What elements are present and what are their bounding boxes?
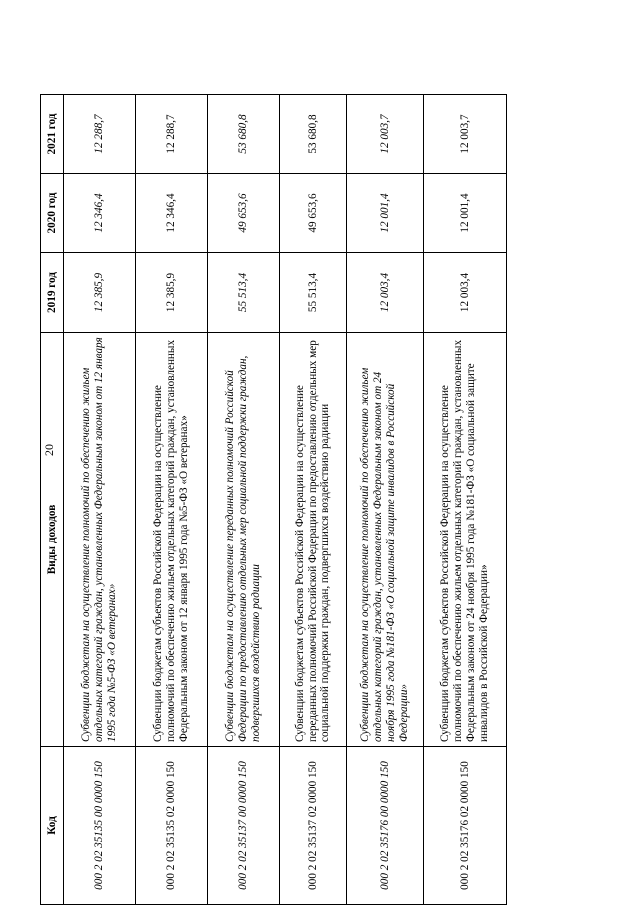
row-value-2021: 12 003,7 — [347, 95, 424, 174]
row-description: Субвенции бюджетам субъектов Российской Федерации на осуществление полномочий по обеспечению жильем отдельных категорий граждан, установленных Федеральным законом от 12 января 1995 года №5-ФЗ «О ветеранах» — [136, 333, 208, 747]
row-code: 000 2 02 35137 02 0000 150 — [280, 747, 347, 905]
row-description: Субвенции бюджетам на осуществление переданных полномочий Российской Федерации по предоставлению отдельных мер социальной поддержки граждан, подвергшихся воздействию радиации — [208, 333, 280, 747]
revenue-table — [40, 94, 507, 905]
row-value-2019: 12 385,9 — [64, 253, 136, 333]
row-code: 000 2 02 35135 00 0000 150 — [64, 747, 136, 905]
table-row — [347, 95, 424, 905]
row-code: 000 2 02 35135 02 0000 150 — [136, 747, 208, 905]
row-description: Субвенции бюджетам на осуществление полномочий по обеспечению жильем отдельных категорий граждан, установленных Федеральным законом от 12 января 1995 года №5-ФЗ «О ветеранах» — [64, 333, 136, 747]
header-revenue-type: Виды доходов — [41, 333, 64, 747]
header-2020: 2020 год — [41, 174, 64, 253]
row-value-2019: 12 003,4 — [347, 253, 424, 333]
row-value-2020: 49 653,6 — [280, 174, 347, 253]
row-value-2019: 12 003,4 — [424, 253, 507, 333]
row-value-2021: 12 288,7 — [64, 95, 136, 174]
row-value-2020: 12 001,4 — [424, 174, 507, 253]
row-value-2021: 53 680,8 — [280, 95, 347, 174]
page-number: 20 — [42, 444, 56, 456]
row-code: 000 2 02 35176 00 0000 150 — [347, 747, 424, 905]
header-code: Код — [41, 747, 64, 905]
table-row — [64, 95, 136, 905]
row-value-2020: 12 346,4 — [136, 174, 208, 253]
row-code: 000 2 02 35137 00 0000 150 — [208, 747, 280, 905]
table-row — [424, 95, 507, 905]
table-row — [208, 95, 280, 905]
row-description: Субвенции бюджетам субъектов Российской Федерации на осуществление переданных полномочий Российской Федерации по предоставлению отдельных мер социальной поддержки граждан, подвергшихся воздействию радиации — [280, 333, 347, 747]
rotated-table-container — [40, 95, 573, 905]
row-value-2021: 53 680,8 — [208, 95, 280, 174]
row-value-2019: 12 385,9 — [136, 253, 208, 333]
row-value-2019: 55 513,4 — [208, 253, 280, 333]
header-2021: 2021 год — [41, 95, 64, 174]
row-value-2019: 55 513,4 — [280, 253, 347, 333]
table-row — [280, 95, 347, 905]
row-description: Субвенции бюджетам на осуществление полномочий по обеспечению жильем отдельных категорий граждан, установленных Федеральным законом от 24 ноября 1995 года №181-ФЗ «О социальной защите инвалидов в Российской Федерации» — [347, 333, 424, 747]
table-row — [136, 95, 208, 905]
row-description: Субвенции бюджетам субъектов Российской Федерации на осуществление полномочий по обеспечению жильем отдельных категорий граждан, установленных Федеральным законом от 24 ноября 1995 года №181-ФЗ «О социальной защите инвалидов в Российской Федерации» — [424, 333, 507, 747]
table-header-row — [41, 95, 64, 905]
row-value-2021: 12 003,7 — [424, 95, 507, 174]
row-code: 000 2 02 35176 02 0000 150 — [424, 747, 507, 905]
row-value-2020: 12 001,4 — [347, 174, 424, 253]
row-value-2021: 12 288,7 — [136, 95, 208, 174]
header-2019: 2019 год — [41, 253, 64, 333]
row-value-2020: 12 346,4 — [64, 174, 136, 253]
row-value-2020: 49 653,6 — [208, 174, 280, 253]
